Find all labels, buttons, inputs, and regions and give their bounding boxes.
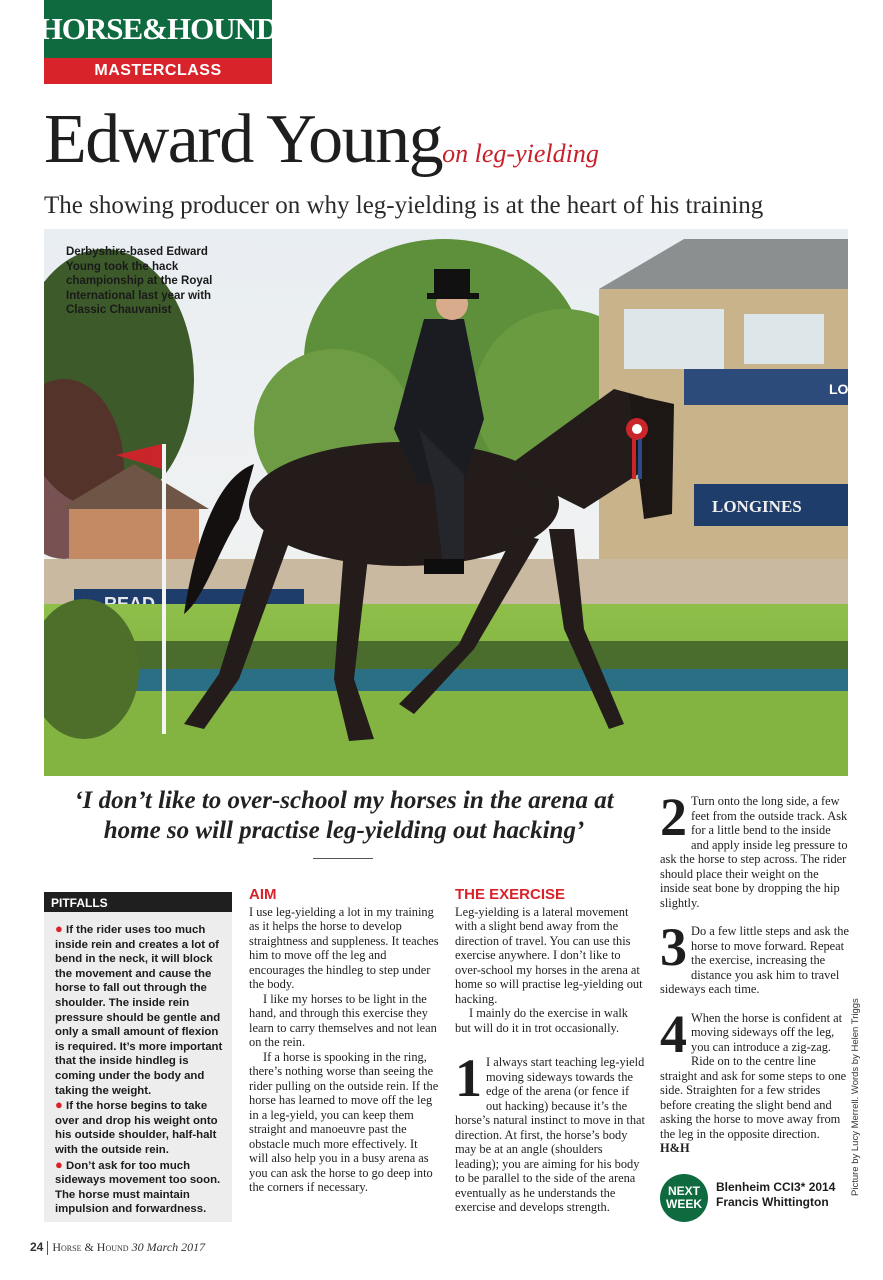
headline-topic: on leg-yielding	[442, 139, 599, 168]
signage-longines: LONGINES	[712, 497, 802, 516]
footer-divider	[47, 1241, 48, 1255]
quote-divider	[313, 858, 373, 859]
step-number: 3	[660, 917, 687, 977]
bullet-icon: ●	[55, 921, 63, 936]
step-1	[455, 1048, 645, 1215]
page-number: 24	[30, 1240, 44, 1254]
exercise-paragraph: Leg-yielding is a lateral movement with a slight bend away from the direction of travel. You can use this exercise anywhere. I don’t like to over-school my horses in the arena at home so will practise leg-yielding out hacking.	[455, 904, 643, 1006]
step-text: Do a few little steps and ask the horse to move forward. Repeat the exercise, increasing the distance you ask him to travel sideways each time.	[660, 924, 849, 996]
pull-quote: ‘I don’t like to over-school my horses in the arena at home so will practise leg-yielding out hacking’	[74, 787, 614, 844]
magazine-name: Horse & Hound	[52, 1240, 129, 1254]
section-label: MASTERCLASS	[44, 58, 272, 84]
logo-wordmark: HORSE&HOUND	[44, 0, 272, 58]
signoff: H&H	[660, 1141, 690, 1155]
exercise-column	[455, 888, 645, 1229]
next-week-badge: NEXT WEEK	[660, 1174, 708, 1222]
issue-date: 30 March 2017	[131, 1240, 206, 1254]
pitfall-item: ● If the horse begins to take over and drop his weight onto his outside shoulder, half-halt with the outside rein.	[55, 1097, 218, 1156]
hero-photo	[44, 229, 848, 776]
bullet-icon: ●	[55, 1156, 63, 1172]
page-footer	[30, 1240, 205, 1255]
step-text: I always start teaching leg-yield moving sideways towards the edge of the arena (or fence if out hacking) because it’s the horse’s natural instinct to move in that direction. At first, the horse’s body may be at an angle (shoulders leading); you are aiming for his body to be parallel to the side of the arena eventually as he understands the exercise and develops strength.	[455, 1055, 645, 1214]
step-4	[660, 1003, 850, 1156]
step-2	[660, 787, 850, 910]
photo-caption: Derbyshire-based Edward Young took the hack championship at the Royal International last year with Classic Chauvanist	[66, 246, 213, 316]
headline	[44, 100, 599, 180]
exercise-paragraph: I mainly do the exercise in walk but will do it in trot occasionally.	[455, 1006, 628, 1035]
aim-column	[249, 888, 439, 1195]
pitfall-item: ● Don’t ask for too much sideways movement too soon. The horse must maintain impulsion and forwardness.	[55, 1156, 221, 1216]
bullet-icon: ●	[55, 1097, 63, 1113]
pitfalls-list	[44, 912, 232, 1217]
signage-lo: LO	[829, 381, 848, 397]
aim-title: AIM	[249, 886, 277, 903]
pitfalls-box	[44, 892, 232, 1222]
aim-paragraph: If a horse is spooking in the ring, there’s nothing worse than seeing the rider pulling on the outside rein. If the horse has learned to move off the leg in a leg-yield, you can keep them straight and manoeuvre past the obstacle much more effectively. It will also help you in a busy arena as you can ask the horse to go deep into the corners if necessary.	[249, 1049, 439, 1194]
masthead-logo	[38, 0, 278, 84]
aim-paragraph: I use leg-yielding a lot in my training as it helps the horse to develop straightness and suppleness. It teaches him to move off the leg and encourages the hindleg to step under the body.	[249, 904, 439, 991]
step-number: 1	[455, 1048, 482, 1108]
headline-name: Edward Young	[44, 101, 443, 178]
aim-paragraph: I like my horses to be light in the hand, and through this exercise they learn to carry themselves and not lean on the rein.	[249, 991, 437, 1049]
step-3	[660, 917, 850, 997]
step-text: When the horse is confident at moving sideways off the leg, you can introduce a zig-zag. Ride on to the centre line straight and ask for some steps to one side. Straighten for a few strides before creating the slight bend and asking the horse to move away from the leg in the opposite direction.	[660, 1010, 847, 1141]
photo-credit: Picture by Lucy Merrell. Words by Helen Triggs	[850, 998, 861, 1196]
next-week-promo	[660, 1172, 850, 1226]
step-number: 4	[660, 1003, 687, 1064]
step-number: 2	[660, 787, 687, 847]
standfirst: The showing producer on why leg-yielding is at the heart of his training	[44, 192, 764, 219]
next-week-text: Blenheim CCI3* 2014 Francis Whittington	[716, 1180, 836, 1209]
exercise-title: THE EXERCISE	[455, 886, 566, 903]
step-text: Turn onto the long side, a few feet from the outside track. Ask for a little bend to the inside and apply inside leg pressure to ask the horse to step across. The rider should place their weight on the inside seat bone by dropping the hip slightly.	[660, 794, 848, 910]
steps-column	[660, 787, 850, 1170]
pitfall-item: ● If the rider uses too much inside rein and creates a lot of bend in the neck, it will block the movement and cause the horse to fall out through the shoulder. The inside rein pressure should be gentle and only a small amount of flexion is required. It’s more important that the inside hindleg is coming under the body and taking the weight.	[55, 921, 223, 1097]
pitfalls-title: PITFALLS	[44, 892, 232, 912]
